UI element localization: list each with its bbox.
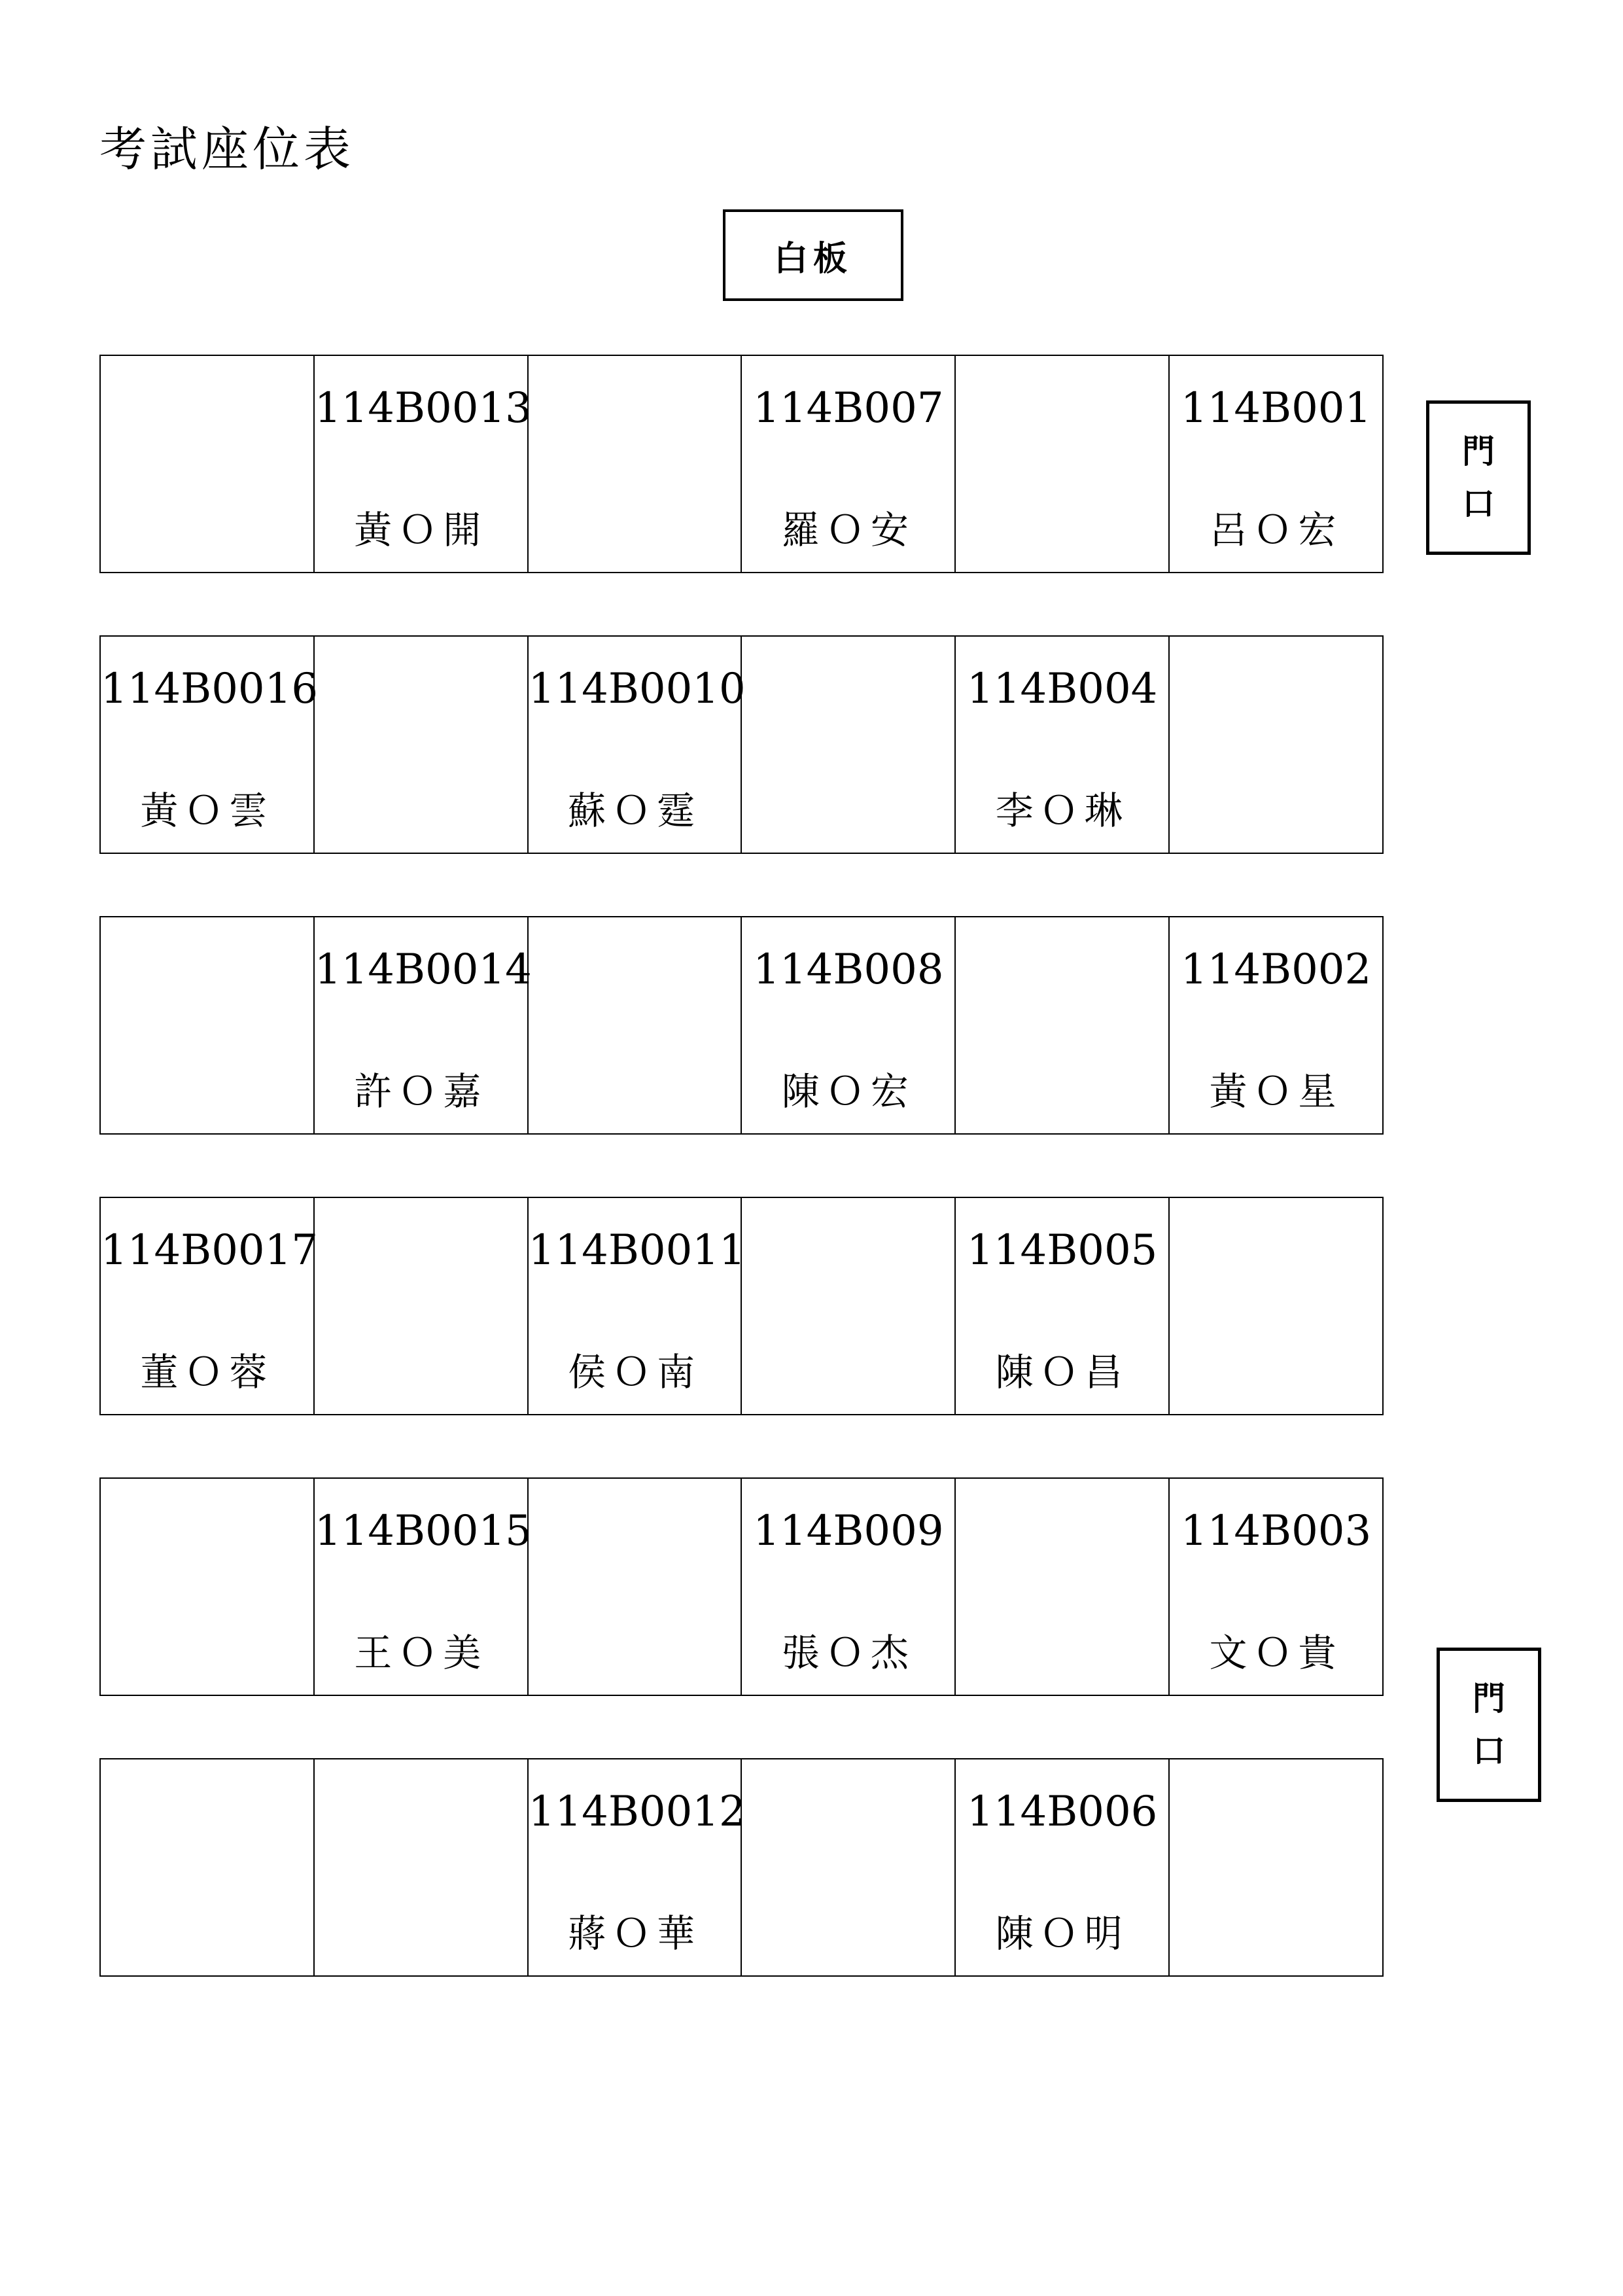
seat-cell	[1168, 917, 1382, 1133]
seat-student-name: 呂Ｏ宏	[1209, 508, 1343, 552]
seat-cell	[527, 1759, 746, 1975]
seat-cell	[527, 1198, 746, 1414]
seat-cell	[954, 1759, 1168, 1975]
seat-student-id: 114B0012	[528, 1788, 746, 1836]
seat-student-id: 114B008	[753, 945, 944, 994]
seat-row	[99, 635, 1384, 854]
seat-student-id: 114B0011	[528, 1226, 746, 1275]
seat-student-name: 黃Ｏ星	[1209, 1069, 1343, 1114]
seat-student-id: 114B0013	[314, 384, 532, 433]
seat-student-name: 許Ｏ嘉	[354, 1069, 488, 1114]
seat-cell	[527, 917, 741, 1133]
seat-student-id: 114B002	[1180, 945, 1372, 994]
seat-student-id: 114B0016	[101, 665, 319, 713]
seat-student-name: 李Ｏ琳	[995, 788, 1129, 833]
seat-student-id: 114B004	[967, 665, 1158, 713]
seat-cell	[1168, 1479, 1382, 1695]
door-top	[1426, 400, 1531, 555]
seat-cell	[1168, 1198, 1382, 1414]
door-char: 門	[1473, 1679, 1505, 1718]
seat-student-name: 張Ｏ杰	[781, 1631, 915, 1675]
seat-cell	[741, 356, 954, 572]
seat-cell	[741, 1759, 954, 1975]
seat-cell	[954, 637, 1168, 853]
seat-cell	[313, 1198, 527, 1414]
seat-student-id: 114B005	[967, 1226, 1158, 1275]
seat-cell	[527, 356, 741, 572]
seat-student-id: 114B007	[753, 384, 944, 433]
seat-student-id: 114B001	[1180, 384, 1372, 433]
seat-cell	[741, 637, 954, 853]
seat-cell	[101, 356, 313, 572]
seat-cell	[313, 917, 532, 1133]
seat-cell	[527, 637, 746, 853]
seat-student-name: 文Ｏ貴	[1209, 1631, 1343, 1675]
seat-student-name: 蔣Ｏ華	[568, 1911, 702, 1956]
seat-row	[99, 1477, 1384, 1696]
seat-cell	[527, 1479, 741, 1695]
door-char: 口	[1462, 484, 1495, 523]
seat-cell	[313, 1759, 527, 1975]
seat-student-name: 陳Ｏ明	[995, 1911, 1129, 1956]
seat-student-name: 董Ｏ蓉	[140, 1350, 274, 1394]
whiteboard-label: 白板	[723, 209, 903, 301]
seat-student-name: 陳Ｏ昌	[995, 1350, 1129, 1394]
seat-cell	[1168, 356, 1382, 572]
seat-student-name: 侯Ｏ南	[568, 1350, 702, 1394]
seat-row	[99, 1197, 1384, 1415]
seat-student-id: 114B006	[967, 1788, 1158, 1836]
seat-student-name: 蘇Ｏ霆	[568, 788, 702, 833]
seat-student-id: 114B0017	[101, 1226, 319, 1275]
seat-student-name: 黃Ｏ開	[354, 508, 488, 552]
door-char: 門	[1462, 432, 1495, 470]
seat-student-name: 羅Ｏ安	[781, 508, 915, 552]
seat-student-id: 114B0014	[314, 945, 532, 994]
seat-row	[99, 355, 1384, 573]
door-char: 口	[1473, 1731, 1505, 1770]
seat-student-id: 114B0015	[314, 1507, 532, 1555]
seat-cell	[313, 356, 532, 572]
seat-cell	[954, 356, 1168, 572]
seat-student-id: 114B0010	[528, 665, 746, 713]
seat-cell	[101, 1479, 313, 1695]
seat-student-name: 黃Ｏ雲	[140, 788, 274, 833]
seat-cell	[741, 1198, 954, 1414]
seat-cell	[313, 637, 527, 853]
seat-student-id: 114B003	[1180, 1507, 1372, 1555]
seat-student-name: 王Ｏ美	[354, 1631, 488, 1675]
seat-cell	[954, 917, 1168, 1133]
seat-cell	[1168, 637, 1382, 853]
seat-cell	[741, 1479, 954, 1695]
seat-cell	[313, 1479, 532, 1695]
seat-cell	[101, 637, 319, 853]
seat-row	[99, 916, 1384, 1135]
seat-student-id: 114B009	[753, 1507, 944, 1555]
seat-cell	[101, 917, 313, 1133]
seat-cell	[741, 917, 954, 1133]
seat-row	[99, 1758, 1384, 1977]
page-title: 考試座位表	[99, 122, 355, 177]
door-bottom	[1437, 1648, 1541, 1802]
seat-student-name: 陳Ｏ宏	[781, 1069, 915, 1114]
seat-cell	[1168, 1759, 1382, 1975]
seat-cell	[101, 1198, 319, 1414]
seat-cell	[101, 1759, 313, 1975]
seat-cell	[954, 1479, 1168, 1695]
seat-cell	[954, 1198, 1168, 1414]
